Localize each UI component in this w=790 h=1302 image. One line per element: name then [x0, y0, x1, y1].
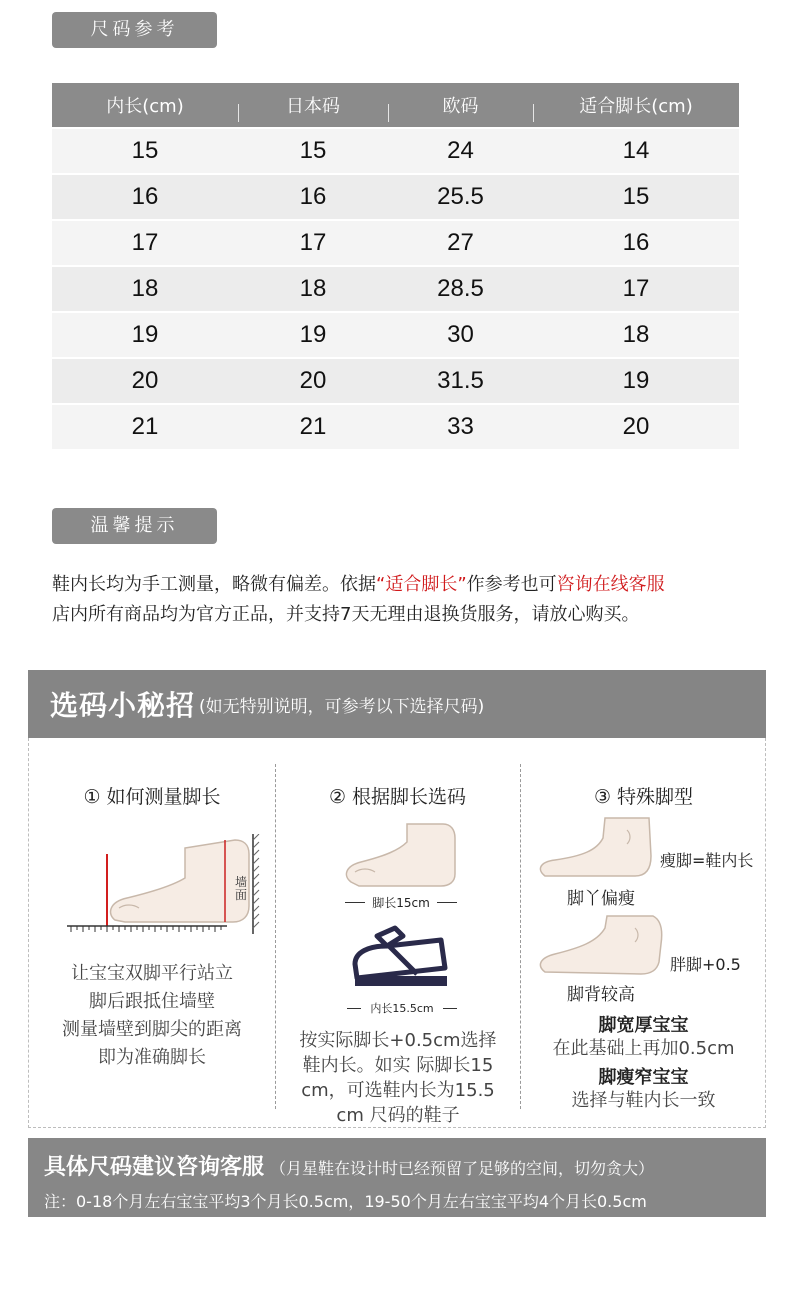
tips-header — [28, 670, 766, 738]
cell: 19 — [622, 367, 650, 394]
cell: 19 — [299, 321, 327, 348]
cell: 28.5 — [437, 275, 484, 302]
cell: 15 — [131, 137, 159, 164]
table-row — [52, 405, 739, 449]
cell: 16 — [131, 183, 159, 210]
notice-line-2: 店内所有商品均为官方正品，并支持7天无理由退换货服务，请放心购买。 — [52, 604, 640, 625]
notice-line-1-a: 鞋内长均为手工测量，略微有偏差。依据 — [52, 574, 376, 595]
cell: 18 — [131, 275, 159, 302]
fit-foot-length-highlight: “适合脚长” — [376, 574, 467, 595]
header-fit-foot-length: 适合脚长(cm) — [533, 92, 739, 118]
col2-text-line: 鞋内长。如实 际脚长15 — [302, 1055, 494, 1076]
col1-text-line: 让宝宝双脚平行站立 — [71, 963, 233, 984]
wall-label: 墙面 — [235, 875, 248, 902]
table-row — [52, 359, 739, 403]
cell: 31.5 — [437, 367, 484, 394]
cell: 17 — [131, 229, 159, 256]
cell: 15 — [622, 183, 650, 210]
size-table — [52, 83, 739, 449]
dimension-line — [347, 1008, 361, 1009]
cell: 17 — [622, 275, 650, 302]
cell: 18 — [622, 321, 650, 348]
col2-text-line: cm，可选鞋内长为15.5 — [301, 1080, 495, 1101]
col2-text — [287, 1028, 509, 1128]
column-divider — [275, 764, 276, 1109]
bottom-advice-bar — [28, 1138, 766, 1217]
table-row — [52, 129, 739, 173]
header-inner-length: 内长(cm) — [106, 96, 184, 117]
cell: 27 — [447, 229, 474, 256]
cell: 17 — [299, 229, 327, 256]
table-row — [52, 175, 739, 219]
col1-text — [29, 960, 275, 1072]
size-reference-tag: 尺码参考 — [52, 12, 217, 48]
cell: 18 — [299, 275, 327, 302]
cell: 25.5 — [437, 183, 484, 210]
col1-title: ① 如何测量脚长 — [83, 786, 221, 808]
online-service-highlight[interactable]: 咨询在线客服 — [556, 574, 665, 595]
wide-foot-title: 脚宽厚宝宝 — [598, 1015, 689, 1036]
dimension-line — [437, 902, 457, 903]
table-row — [52, 313, 739, 357]
dimension-line — [345, 902, 365, 903]
narrow-foot-title: 脚瘦窄宝宝 — [598, 1067, 689, 1088]
cell: 24 — [447, 137, 474, 164]
header-japan-size: 日本码 — [238, 92, 388, 118]
table-row — [52, 267, 739, 311]
col3-title: ③ 特殊脚型 — [593, 786, 694, 808]
cell: 16 — [622, 229, 650, 256]
fat-foot-label: 脚背较高 — [567, 985, 635, 1005]
col2-text-line: cm 尺码的鞋子 — [336, 1105, 460, 1126]
col1-text-line: 即为准确脚长 — [98, 1047, 206, 1068]
notice-line-1-c: 作参考也可 — [466, 574, 557, 595]
col2-text-line: 按实际脚长+0.5cm选择 — [299, 1030, 497, 1051]
bottom-title: 具体尺码建议咨询客服 — [44, 1155, 265, 1180]
notice-line-1 — [52, 570, 772, 600]
bottom-subtitle: （月星鞋在设计时已经预留了足够的空间，切勿贪大） — [270, 1159, 655, 1178]
bottom-note: 注：0-18个月左右宝宝平均3个月长0.5cm，19-50个月左右宝宝平均4个月长0.5cm — [44, 1192, 647, 1211]
cell: 20 — [622, 413, 650, 440]
cell: 14 — [622, 137, 650, 164]
foot-length-text: 脚长15cm — [372, 896, 430, 910]
foot-length-label — [345, 894, 457, 911]
bottom-title-row — [44, 1150, 766, 1181]
cell: 21 — [131, 413, 159, 440]
wide-foot-text: 在此基础上再加0.5cm — [552, 1038, 735, 1059]
tips-box — [28, 738, 766, 1128]
notice-tag: 温馨提示 — [52, 508, 217, 544]
cell: 16 — [299, 183, 327, 210]
thin-foot-illustration — [535, 816, 667, 882]
tips-subtitle: (如无特别说明，可参考以下选择尺码) — [199, 696, 485, 717]
notice-text — [52, 570, 772, 630]
foot-length-illustration — [341, 822, 461, 890]
narrow-foot-text: 选择与鞋内长一致 — [571, 1090, 716, 1111]
table-body — [52, 129, 739, 449]
cell: 21 — [299, 413, 327, 440]
fat-foot-right-label: 胖脚+0.5 — [670, 955, 741, 974]
inner-length-text: 内长15.5cm — [370, 1002, 434, 1015]
table-header — [52, 83, 739, 127]
cell: 15 — [299, 137, 327, 164]
cell: 19 — [131, 321, 159, 348]
cell: 30 — [447, 321, 474, 348]
thin-foot-label: 脚丫偏瘦 — [567, 889, 635, 909]
col3-text — [520, 1014, 767, 1112]
shoe-icon — [347, 924, 451, 996]
header-eu-size: 欧码 — [388, 92, 533, 118]
table-row — [52, 221, 739, 265]
fat-foot-illustration — [535, 914, 667, 978]
col1-text-line: 测量墙壁到脚尖的距离 — [62, 1019, 242, 1040]
cell: 20 — [299, 367, 327, 394]
dimension-line — [443, 1008, 457, 1009]
thin-foot-right-label: 瘦脚=鞋内长 — [660, 851, 754, 870]
cell: 20 — [131, 367, 159, 394]
cell: 33 — [447, 413, 474, 440]
col2-title: ② 根据脚长选码 — [328, 786, 467, 808]
inner-length-label — [347, 1000, 457, 1016]
tips-title: 选码小秘招 — [50, 689, 196, 722]
col1-text-line: 脚后跟抵住墙壁 — [89, 991, 215, 1012]
